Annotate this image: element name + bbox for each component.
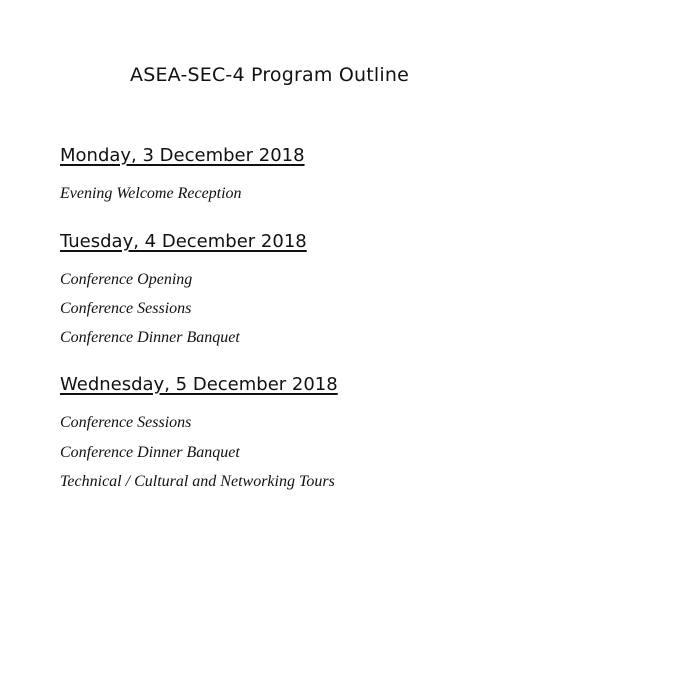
- program-item: Conference Sessions: [60, 414, 192, 431]
- program-item: Conference Opening: [60, 271, 193, 288]
- day-heading-monday: Monday, 3 December 2018: [60, 145, 305, 166]
- program-item: Conference Dinner Banquet: [60, 329, 240, 346]
- program-item: Conference Dinner Banquet: [60, 444, 240, 461]
- day-heading-tuesday: Tuesday, 4 December 2018: [60, 231, 307, 252]
- program-item: Technical / Cultural and Networking Tours: [60, 473, 335, 490]
- day-heading-wednesday: Wednesday, 5 December 2018: [60, 374, 338, 395]
- program-item: Conference Sessions: [60, 300, 192, 317]
- program-item: Evening Welcome Reception: [60, 185, 242, 202]
- page-title: ASEA-SEC-4 Program Outline: [130, 64, 409, 86]
